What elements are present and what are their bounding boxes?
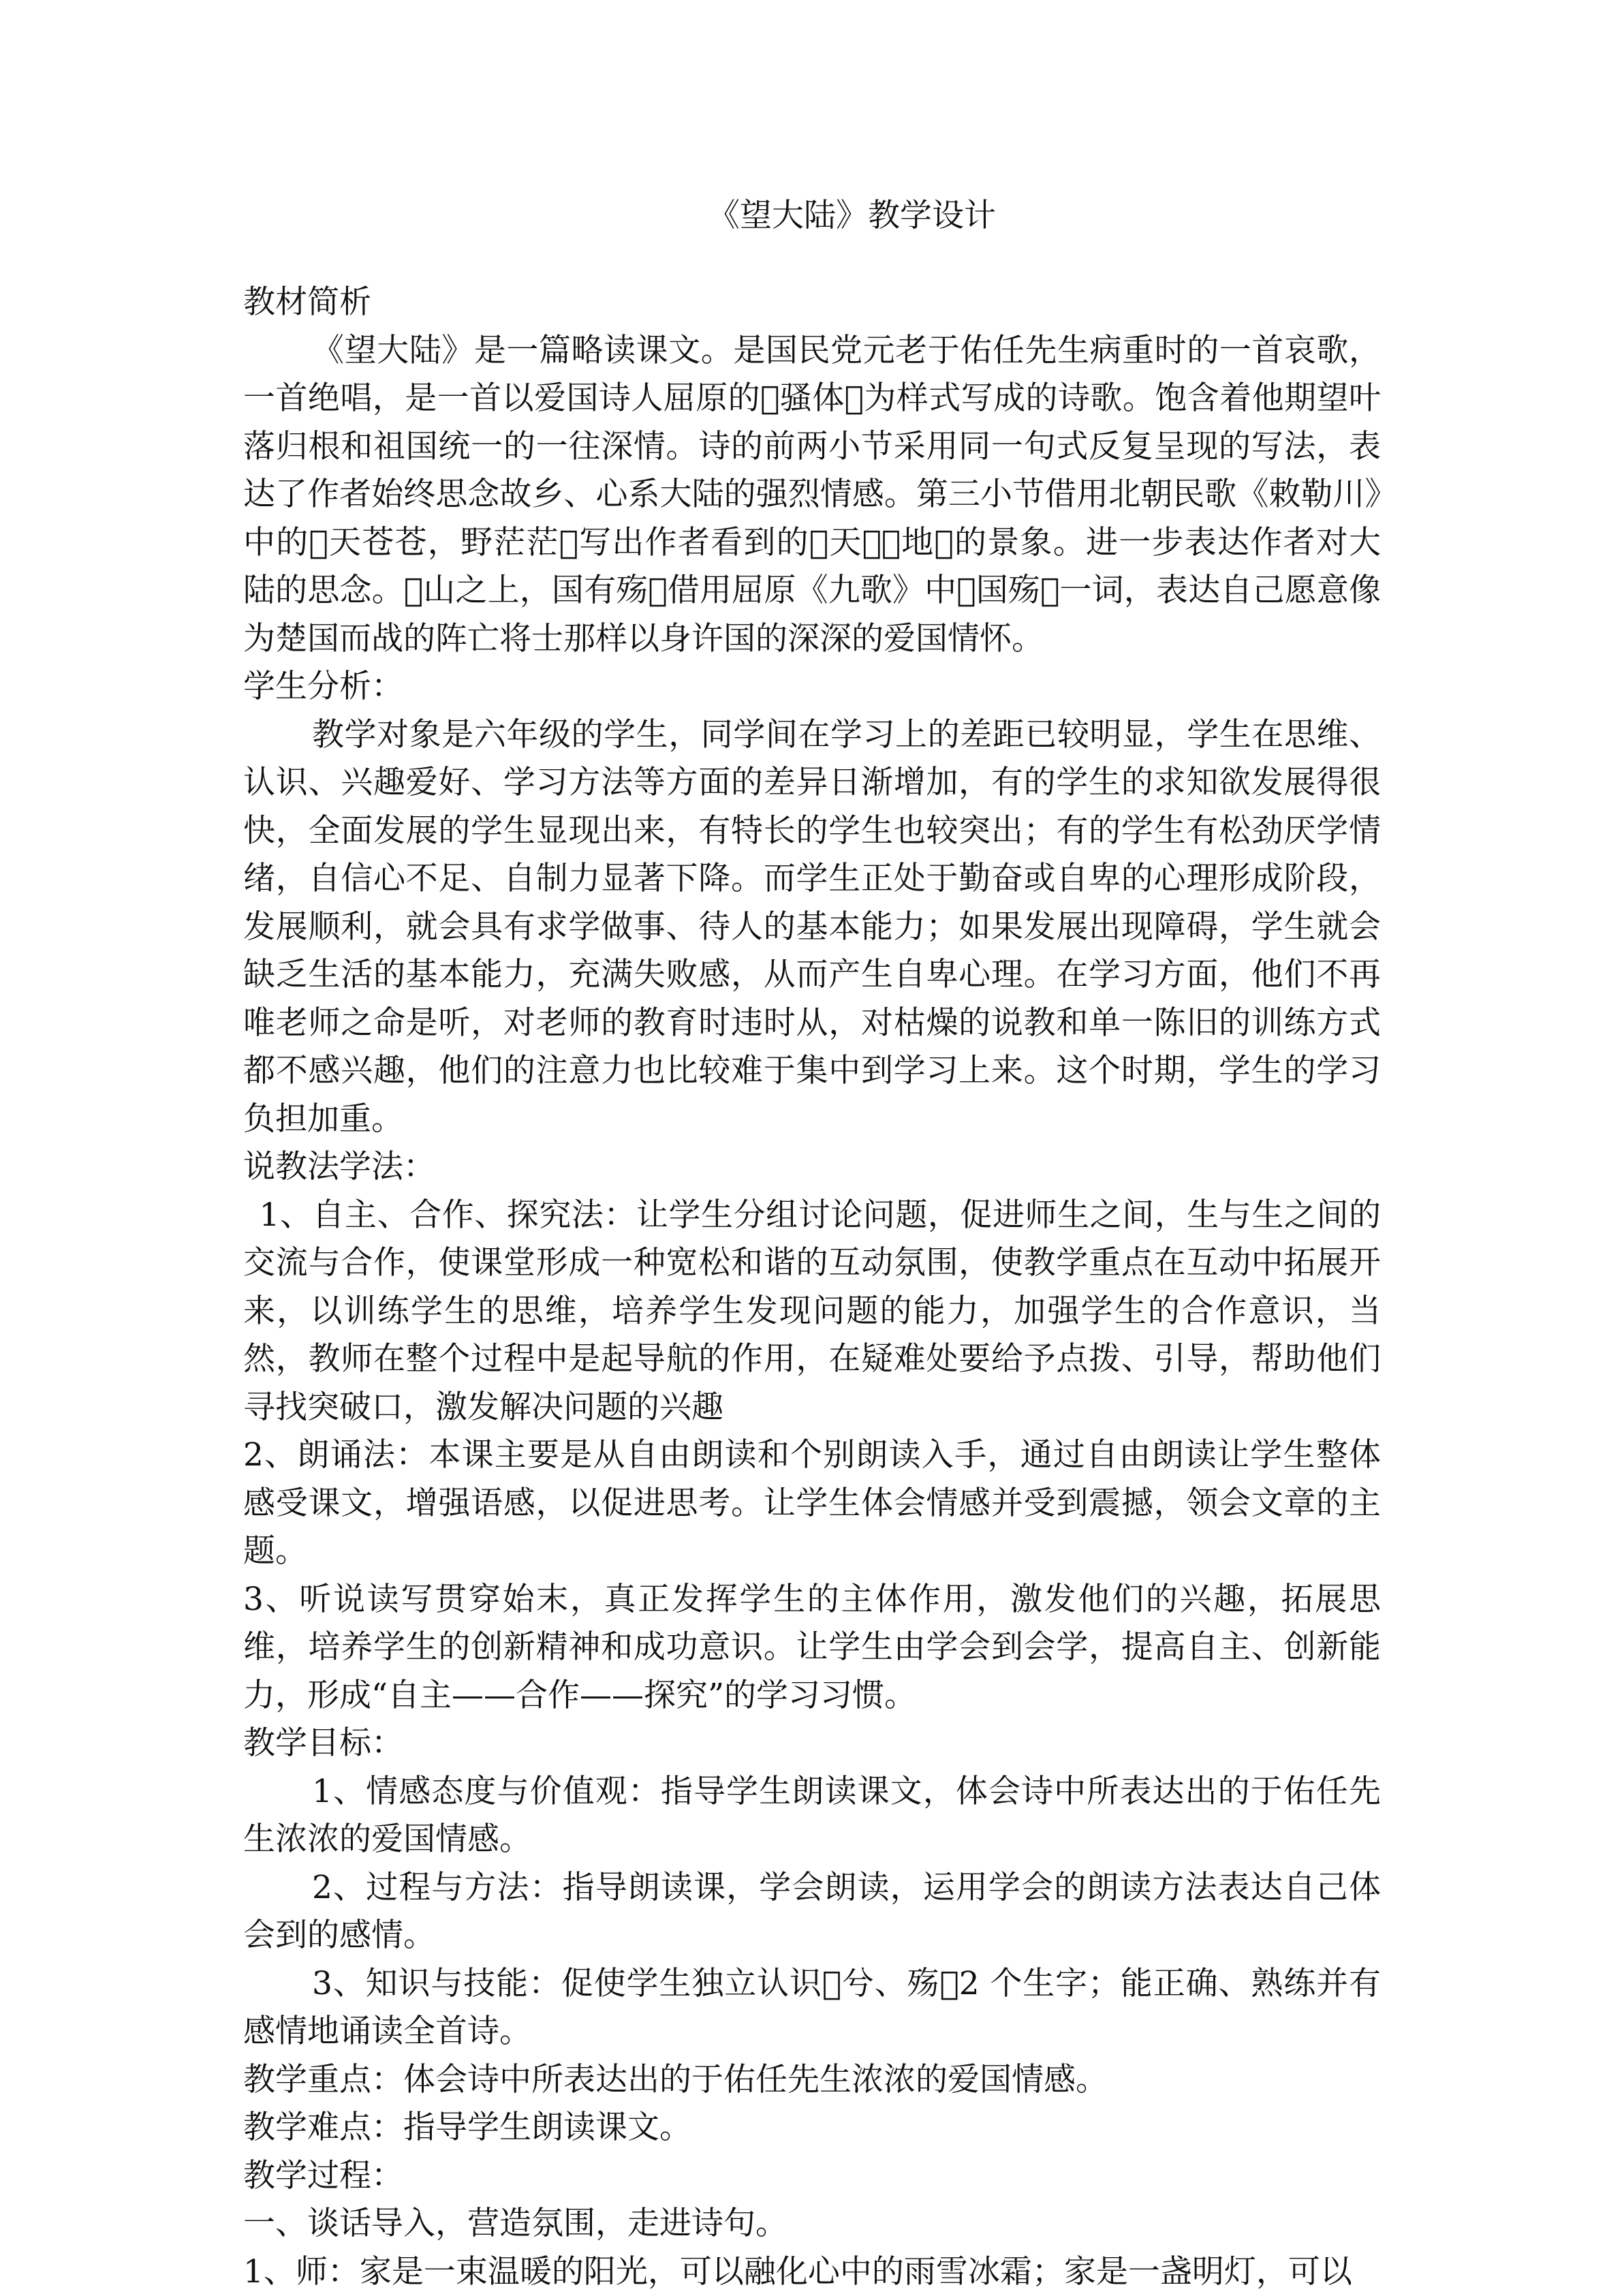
section-heading-textbook-analysis: 教材简析 (243, 279, 1381, 327)
list-item-goal-1: 1、情感态度与价值观：指导学生朗读课文，体会诗中所表达出的于佑任先生浓浓的爱国情感。 (243, 1768, 1381, 1864)
process-step-1-heading: 一、谈话导入，营造氛围，走进诗句。 (243, 2200, 1381, 2248)
teaching-difficulty: 教学难点：指导学生朗读课文。 (243, 2104, 1381, 2152)
list-item-method-1: 1、自主、合作、探究法：让学生分组讨论问题，促进师生之间，生与生之间的交流与合作，使课堂形成一种宽松和谐的互动氛围，使教学重点在互动中拓展开来，以训练学生的思维，培养学生发现问题的能力，加强学生的合作意识，当然，教师在整个过程中是起导航的作用，在疑难处要给予点拨、引导，帮助他们寻找突破口，激发解决问题的兴趣 (243, 1192, 1381, 1432)
paragraph-student-analysis: 教学对象是六年级的学生，同学间在学习上的差距已较明显，学生在思维、认识、兴趣爱好、学习方法等方面的差异日渐增加，有的学生的求知欲发展得很快，全面发展的学生显现出来，有特长的学生也较突出；有的学生有松劲厌学情绪，自信心不足、自制力显著下降。而学生正处于勤奋或自卑的心理形成阶段，发展顺利，就会具有求学做事、待人的基本能力；如果发展出现障碍，学生就会缺乏生活的基本能力，充满失败感，从而产生自卑心理。在学习方面，他们不再唯老师之命是听，对老师的教育时违时从，对枯燥的说教和单一陈旧的训练方式都不感兴趣，他们的注意力也比较难于集中到学习上来。这个时期，学生的学习负担加重。 (243, 711, 1381, 1144)
list-item-method-3: 3、听说读写贯穿始末，真正发挥学生的主体作用，激发他们的兴趣，拓展思维，培养学生的创新精神和成功意识。让学生由学会到会学，提高自主、创新能力，形成“自主——合作——探究”的学习习惯。 (243, 1576, 1381, 1720)
teaching-key-point: 教学重点：体会诗中所表达出的于佑任先生浓浓的爱国情感。 (243, 2056, 1381, 2105)
list-item-method-2: 2、朗诵法：本课主要是从自由朗读和个别朗读入手，通过自由朗读让学生整体感受课文，增强语感，以促进思考。让学生体会情感并受到震撼，领会文章的主题。 (243, 1431, 1381, 1576)
section-heading-student-analysis: 学生分析： (243, 663, 1381, 711)
document-title: 《望大陆》教学设计 (0, 192, 1622, 240)
process-step-1-item-1: 1、师：家是一束温暖的阳光，可以融化心中的雨雪冰霜；家是一盏明灯，可以 (243, 2248, 1381, 2296)
document-body (243, 279, 1381, 2296)
section-heading-teaching-methods: 说教法学法： (243, 1143, 1381, 1192)
list-item-goal-3: 3、知识与技能：促使学生独立认识 兮、殇 2 个生字；能正确、熟练并有感情地诵读全首诗。 (243, 1960, 1381, 2056)
list-item-goal-2: 2、过程与方法：指导朗读课，学会朗读，运用学会的朗读方法表达自己体会到的感情。 (243, 1864, 1381, 1960)
section-heading-teaching-goals: 教学目标： (243, 1720, 1381, 1768)
paragraph-textbook-analysis: 《望大陆》是一篇略读课文。是国民党元老于佑任先生病重时的一首哀歌，一首绝唱，是一首以爱国诗人屈原的 骚体 为样式写成的诗歌。饱含着他期望叶落归根和祖国统一的一往深情。诗的前两小节采用同一句式反复呈现的写法，表达了作者始终思念故乡、心系大陆的强烈情感。第三小节借用北朝民歌《敕勒川》中的 天苍苍，野茫茫 写出作者看到的 天  地 的景象。进一步表达作者对大陆的思念。 山之上，国有殇 借用屈原《九歌》中 国殇 一词，表达自己愿意像为楚国而战的阵亡将士那样以身许国的深深的爱国情怀。 (243, 327, 1381, 664)
section-heading-teaching-process: 教学过程： (243, 2152, 1381, 2201)
